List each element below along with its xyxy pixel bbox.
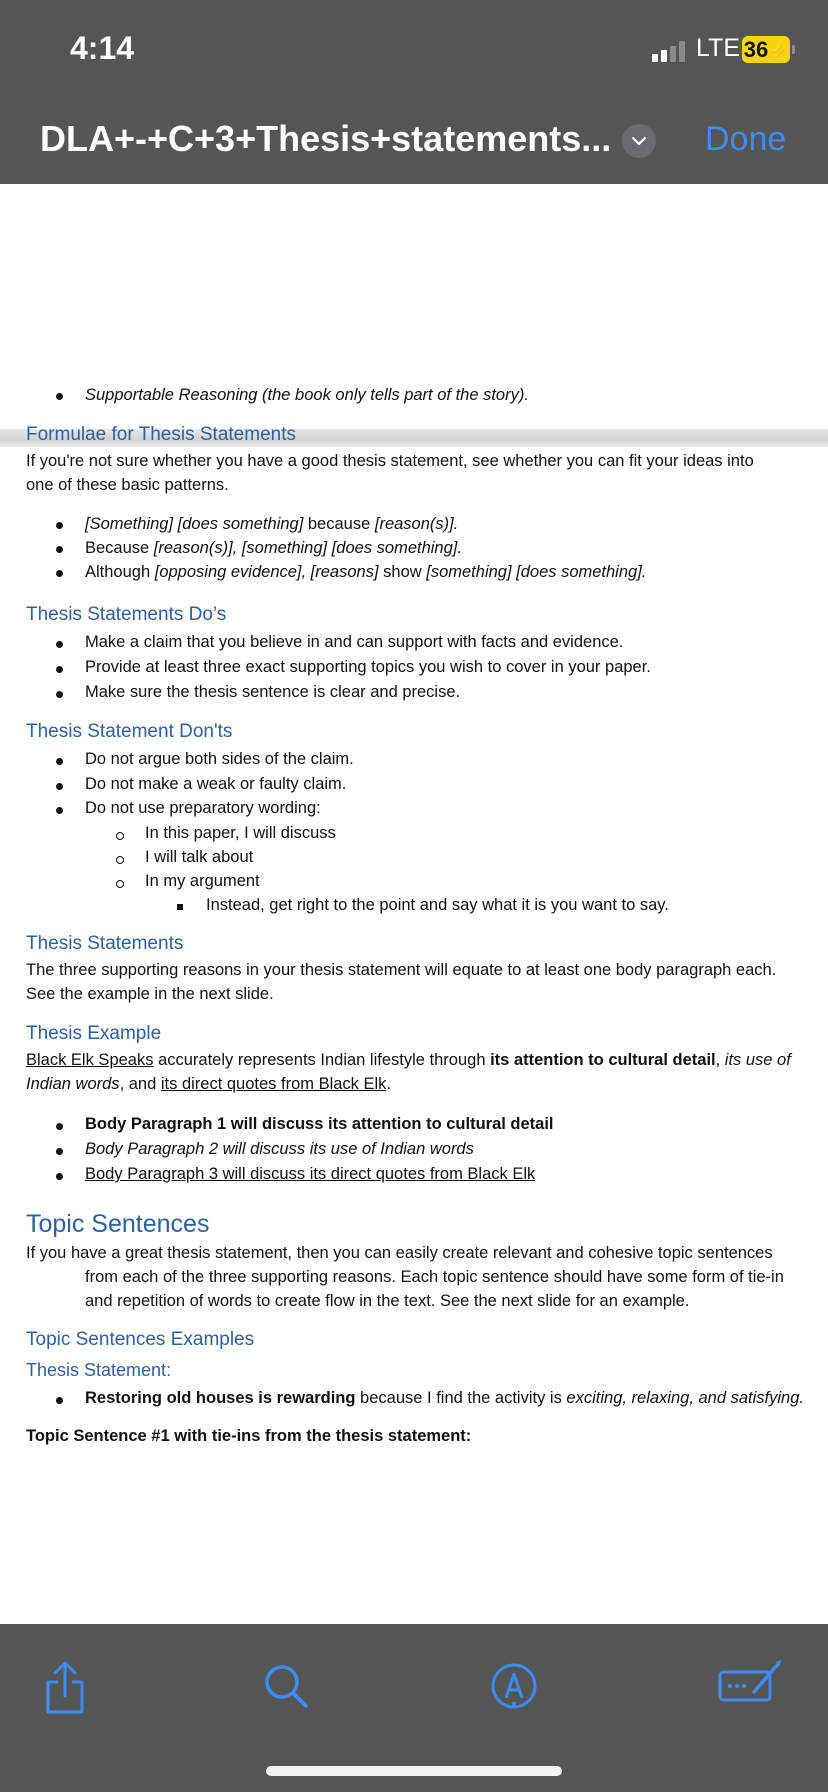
bullet <box>56 1173 63 1180</box>
bullet <box>56 783 63 790</box>
chevron-down-icon[interactable] <box>622 124 656 158</box>
heading-topic-sentences: Topic Sentences <box>26 1210 210 1238</box>
network-label: LTE <box>696 34 740 62</box>
paragraph: Black Elk Speaks accurately represents Indian lifestyle through its attention to cultural detail, its use of <box>26 1051 791 1069</box>
status-time: 4:14 <box>70 30 135 66</box>
paragraph: The three supporting reasons in your thesis statement will equate to at least one body paragraph each. <box>26 961 777 979</box>
signature-icon[interactable] <box>718 1658 784 1709</box>
paragraph: one of these basic patterns. <box>26 476 229 494</box>
heading-formulae: Formulae for Thesis Statements <box>26 424 296 445</box>
paragraph: If you have a great thesis statement, then you can easily create relevant and cohesive topic sentences <box>26 1244 773 1262</box>
bullet <box>56 570 63 577</box>
heading-topic-examples: Topic Sentences Examples <box>26 1329 255 1350</box>
list-item: Make a claim that you believe in and can support with facts and evidence. <box>85 633 624 651</box>
paragraph: See the example in the next slide. <box>26 985 274 1003</box>
bullet <box>56 393 63 400</box>
document-viewer[interactable] <box>0 184 828 1624</box>
sub-list-item: I will talk about <box>145 848 254 866</box>
paragraph: from each of the three supporting reasons. Each topic sentence should have some form of tie-in <box>85 1268 784 1286</box>
bullet <box>56 807 63 814</box>
bullet <box>116 832 124 840</box>
home-indicator <box>266 1766 562 1776</box>
heading-thesis-example: Thesis Example <box>26 1023 162 1044</box>
bullet <box>177 904 183 910</box>
bullet <box>116 880 124 888</box>
bullet <box>56 522 63 529</box>
bullet <box>56 1397 63 1404</box>
list-item: [Something] [does something] because [reason(s)]. <box>85 515 459 533</box>
bullet <box>56 1123 63 1130</box>
heading-dos: Thesis Statements Do’s <box>26 604 227 625</box>
list-item: Do not make a weak or faulty claim. <box>85 775 347 793</box>
list-item: Because [reason(s)], [something] [does something]. <box>85 539 462 557</box>
heading-thesis-statements: Thesis Statements <box>26 933 184 954</box>
sub-list-item: In this paper, I will discuss <box>145 824 336 842</box>
bullet <box>56 641 63 648</box>
top-bar <box>0 0 828 184</box>
battery-level: 36 <box>743 37 769 62</box>
bullet <box>56 546 63 553</box>
document-title[interactable]: DLA+-+C+3+Thesis+statements... <box>40 118 612 159</box>
done-button[interactable]: Done <box>705 120 787 158</box>
signal-icon <box>652 40 688 62</box>
list-item: Do not argue both sides of the claim. <box>85 750 354 768</box>
bullet <box>56 1148 63 1155</box>
paragraph: Topic Sentence #1 with tie-ins from the thesis statement: <box>26 1427 472 1445</box>
battery-icon: 36⚡ <box>743 37 789 62</box>
search-icon[interactable] <box>262 1662 310 1715</box>
list-item: Supportable Reasoning (the book only tells part of the story). <box>85 386 529 404</box>
list-item: Do not use preparatory wording: <box>85 799 321 817</box>
battery-tip <box>792 45 795 54</box>
share-icon[interactable] <box>42 1660 88 1721</box>
sub-sub-list-item: Instead, get right to the point and say what it is you want to say. <box>206 896 669 914</box>
list-item: Provide at least three exact supporting topics you wish to cover in your paper. <box>85 658 651 676</box>
list-item: Make sure the thesis sentence is clear and precise. <box>85 683 461 701</box>
list-item: Although [opposing evidence], [reasons] show [something] [does something]. <box>85 563 647 581</box>
bullet <box>56 758 63 765</box>
paragraph: If you're not sure whether you have a good thesis statement, see whether you can fit your ideas into <box>26 452 754 470</box>
bullet <box>56 666 63 673</box>
paragraph: Indian words, and its direct quotes from Black Elk. <box>26 1075 392 1093</box>
sub-list-item: In my argument <box>145 872 260 890</box>
list-item: Body Paragraph 2 will discuss its use of Indian words <box>85 1140 474 1158</box>
markup-icon[interactable] <box>490 1662 538 1715</box>
paragraph: and repetition of words to create flow in the text. See the next slide for an example. <box>85 1292 690 1310</box>
heading-thesis-statement: Thesis Statement: <box>26 1360 172 1380</box>
list-item: Body Paragraph 1 will discuss its attention to cultural detail <box>85 1115 554 1133</box>
list-item: Body Paragraph 3 will discuss its direct quotes from Black Elk <box>85 1165 536 1183</box>
bullet <box>116 856 124 864</box>
bullet <box>56 691 63 698</box>
list-item: Restoring old houses is rewarding because I find the activity is exciting, relaxing, and satisfying. <box>85 1389 804 1407</box>
heading-donts: Thesis Statement Don'ts <box>26 721 233 742</box>
